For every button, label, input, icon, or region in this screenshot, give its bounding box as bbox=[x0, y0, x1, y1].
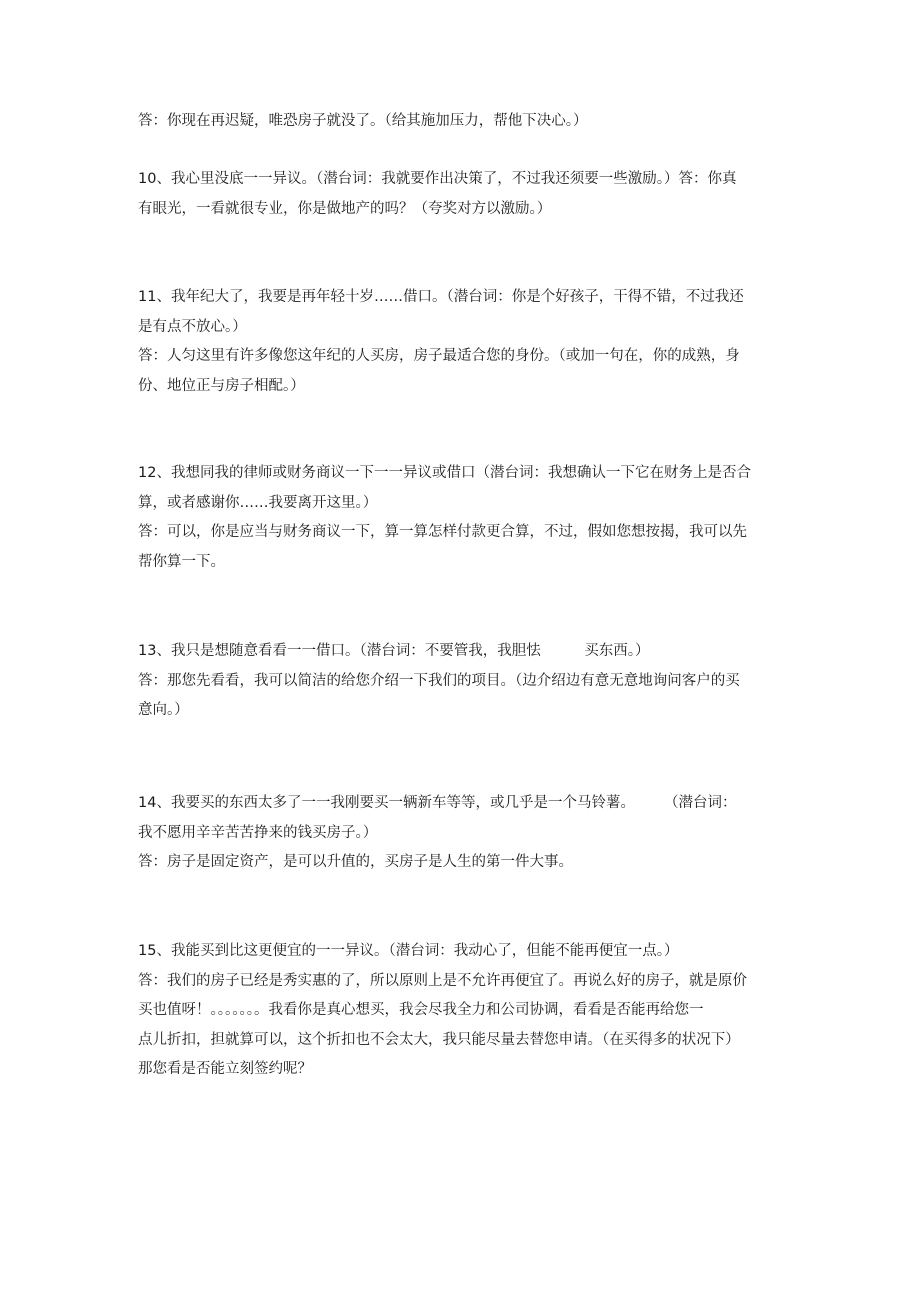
item-13-block bbox=[138, 637, 788, 726]
text-line: 意向。） bbox=[138, 702, 189, 718]
text-line: 帮你算一下。 bbox=[138, 553, 225, 570]
text-line: 答：可以，你是应当与财务商议一下，算一算怎样付款更合算，不过，假如您想按揭，我可以先 bbox=[138, 524, 747, 540]
text-line: 13、我只是想随意看看一一借口。（潜台词：不要管我，我胆怯 买东西。） bbox=[138, 643, 650, 659]
text-line: 14、我要买的东西太多了一一我刚要买一辆新车等等，或几乎是一个马铃薯。 （潜台词： bbox=[138, 795, 737, 811]
text-line: 算，或者感谢你……我要离开这里。） bbox=[138, 494, 378, 511]
answer-9-block bbox=[138, 107, 788, 137]
text-line: 是有点不放心。） bbox=[138, 318, 247, 335]
item-10-block bbox=[138, 165, 788, 224]
text-line: 11、我年纪大了，我要是再年轻十岁……借口。（潜台词：你是个好孩子，干得不错，不过我还 bbox=[138, 289, 744, 305]
text-line: 有眼光，一看就很专业，你是做地产的吗？（夸奖对方以激励。） bbox=[138, 200, 552, 217]
text-line: 答：房子是固定资产，是可以升值的，买房子是人生的第一件大事。 bbox=[138, 854, 573, 870]
text-line: 答：那您先看看，我可以简洁的给您介绍一下我们的项目。（边介绍边有意无意地询问客户的买 bbox=[138, 672, 740, 689]
text-line: 答：我们的房子已经是秀实惠的了，所以原则上是不允许再便宜了。再说么好的房子，就是原价 bbox=[138, 972, 747, 989]
text-line: 12、我想同我的律师或财务商议一下一一异议或借口（潜台词：我想确认一下它在财务上是否合 bbox=[138, 465, 751, 481]
text-line: 答：你现在再迟疑，唯恐房子就没了。（给其施加压力，帮他下决心。） bbox=[138, 113, 588, 129]
text-line: 10、我心里没底一一异议。（潜台词：我就要作出决策了，不过我还须要一些激励。）答：你真 bbox=[138, 171, 737, 187]
text-line: 那您看是否能立刻签约呢？ bbox=[138, 1061, 312, 1077]
item-12-block bbox=[138, 459, 788, 577]
item-15-block bbox=[138, 937, 788, 1085]
text-line: 份、地位正与房子相配。） bbox=[138, 377, 305, 394]
text-line: 买也值呀！。。。。。。。我看你是真心想买，我会尽我全力和公司协调，看看是否能再给您一 bbox=[138, 1002, 704, 1018]
text-line: 15、我能买到比这更便宜的一一异议。（潜台词：我动心了，但能不能再便宜一点。） bbox=[138, 943, 679, 959]
text-line: 答：人匀这里有许多像您这年纪的人买房，房子最适合您的身份。（或加一句在，你的成熟，身 bbox=[138, 348, 740, 364]
text-line: 我不愿用辛辛苦苦挣来的钱买房子。） bbox=[138, 824, 378, 841]
item-11-block bbox=[138, 283, 788, 401]
item-14-block bbox=[138, 789, 788, 878]
text-line: 点儿折扣，担就算可以，这个折扣也不会太大，我只能尽量去替您申请。（在买得多的状况下） bbox=[138, 1031, 740, 1048]
